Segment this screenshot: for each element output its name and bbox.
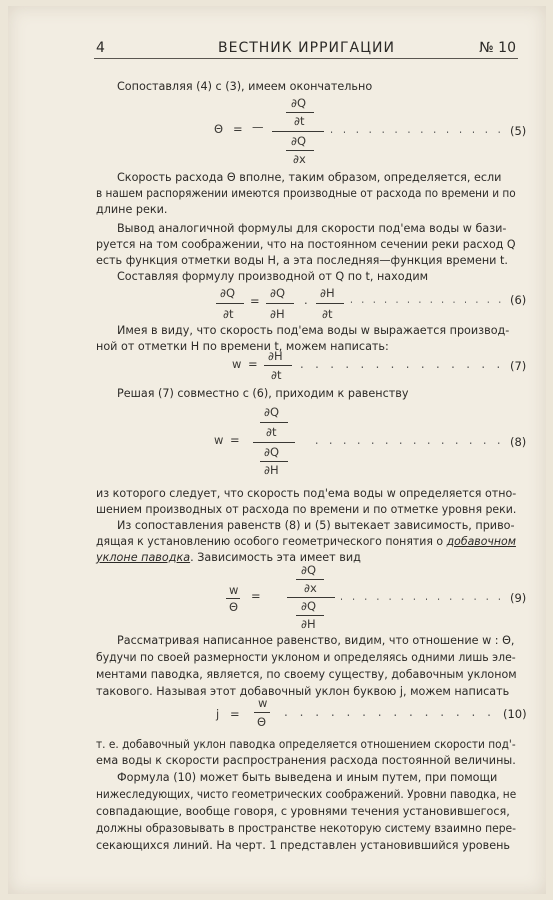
text-line: Рассматривая написанное равенство, видим, что отношение w : Θ,	[117, 634, 515, 647]
eq9-w: w	[229, 583, 239, 597]
eq7-dH: ∂H	[268, 349, 283, 363]
text-line: Имея в виду, что скорость под'ема воды w выражается производ-	[117, 324, 510, 337]
running-header	[96, 38, 516, 58]
eq5-dQ-bottom: ∂Q	[291, 134, 306, 148]
eq6-dQ-left: ∂Q	[220, 286, 235, 300]
eq6-number: (6)	[510, 293, 527, 307]
eq10-w: w	[258, 696, 268, 710]
eq8-main-bar	[253, 442, 295, 443]
eq6-dt-right: ∂t	[322, 307, 333, 321]
eq9-inner-bar-2	[296, 615, 324, 616]
text-line: ема воды к скорости распространения расхода постоянной величины.	[96, 754, 516, 767]
eq7-w: w	[232, 357, 242, 371]
text-line: в нашем распоряжении имеются производные от расхода по времени и по	[96, 187, 516, 200]
eq5-inner-bar-1	[286, 112, 314, 113]
text-line: есть функция отметки воды H, а эта последняя—функция времени t.	[96, 254, 508, 267]
text-line	[96, 535, 516, 548]
eq10-leader-dots: . . . . . . . . . . . . . .	[284, 705, 495, 719]
text-line: нижеследующих, чисто геометрических соображений. Уровни паводка, не	[96, 788, 517, 801]
eq9-dx: ∂x	[304, 581, 317, 595]
text-line: совпадающие, вообще говоря, с уровнями течения установившегося,	[96, 805, 510, 818]
text-line: Скорость расхода Θ вполне, таким образом, определяется, если	[117, 171, 502, 184]
eq9-theta: Θ	[229, 600, 239, 614]
eq7-leader-dots: . . . . . . . . . . . . . .	[300, 357, 505, 371]
term-emphasis: добавочном	[446, 535, 516, 548]
text-line: должны образовывать в пространстве некоторую систему взаимно пере-	[96, 822, 517, 835]
text-line: такового. Называя этот добавочный уклон буквою j, можем написать	[96, 685, 510, 698]
eq10-number: (10)	[503, 707, 527, 721]
eq9-dQ-top: ∂Q	[301, 563, 316, 577]
eq9-leader-dots: . . . . . . . . . . . . . .	[340, 589, 504, 603]
eq9-dQ-bottom: ∂Q	[301, 599, 316, 613]
eq8-w: w	[214, 433, 224, 447]
eq5-dt: ∂t	[294, 114, 305, 128]
text-line: т. е. добавочный уклон паводка определяется отношением скорости под'-	[96, 738, 516, 751]
term-emphasis: уклоне паводка	[96, 551, 191, 564]
eq8-leader-dots: . . . . . . . . . . . . . .	[315, 433, 505, 447]
text-line: длине реки.	[96, 203, 168, 216]
eq6-dt-left: ∂t	[223, 307, 234, 321]
eq10-bar	[254, 712, 270, 713]
text-line: секающихся линий. На черт. 1 представлен установившийся уровень	[96, 839, 511, 852]
eq7-equals: =	[248, 357, 258, 371]
eq7-bar	[264, 365, 292, 366]
text-line: ментами паводка, является, по своему существу, добавочным уклоном	[96, 668, 517, 681]
text-fragment: дящая к установлению особого геометрического понятия о	[96, 535, 447, 548]
text-line: Из сопоставления равенств (8) и (5) вытекает зависимость, приво-	[117, 519, 515, 532]
eq5-number: (5)	[510, 124, 527, 138]
eq5-leader-dots: . . . . . . . . . . . . . .	[330, 122, 505, 136]
text-line: Вывод аналогичной формулы для скорости под'ема воды w бази-	[117, 222, 507, 235]
eq8-dt: ∂t	[266, 425, 277, 439]
eq9-equals: =	[251, 589, 261, 603]
eq9-dH: ∂H	[301, 617, 316, 631]
eq6-leader-dots: . . . . . . . . . . . . . .	[350, 292, 505, 306]
text-line: из которого следует, что скорость под'ема воды w определяется отно-	[96, 487, 517, 500]
eq7-number: (7)	[510, 359, 527, 373]
eq8-dH: ∂H	[264, 463, 279, 477]
eq6-bar-2	[266, 303, 294, 304]
issue-number: № 10	[479, 40, 516, 56]
eq5-dx: ∂x	[293, 152, 306, 166]
eq8-number: (8)	[510, 435, 527, 449]
text-line: шением производных от расхода по времени и по отметке уровня реки.	[96, 503, 517, 516]
eq9-wtheta-bar	[226, 598, 240, 599]
eq6-equals: =	[250, 294, 260, 308]
eq6-dot: .	[304, 293, 308, 307]
eq5-equals: =	[233, 122, 243, 136]
text-fragment: . Зависимость эта имеет вид	[190, 551, 361, 564]
text-line	[96, 551, 361, 564]
text-line: Решая (7) совместно с (6), приходим к равенству	[117, 387, 409, 400]
eq6-dQ-mid: ∂Q	[270, 286, 285, 300]
eq5-main-bar	[272, 131, 324, 132]
eq5-inner-bar-2	[286, 150, 314, 151]
header-rule	[94, 58, 518, 59]
eq5-minus: —	[252, 120, 264, 134]
text-line: руется на том соображении, что на постоянном сечении реки расход Q	[96, 238, 516, 251]
eq5-theta: Θ	[214, 122, 224, 136]
eq10-j: j	[216, 707, 220, 721]
text-line: Составляя формулу производной от Q по t, находим	[117, 270, 429, 283]
text-line: будучи по своей размерности уклоном и определяясь одними лишь эле-	[96, 651, 516, 664]
eq9-main-bar	[287, 597, 335, 598]
text-line: Формула (10) может быть выведена и иным путем, при помощи	[117, 771, 498, 784]
eq8-inner-bar-2	[260, 461, 288, 462]
eq10-theta: Θ	[257, 715, 267, 729]
text-line: ной от отметки H по времени t, можем написать:	[96, 340, 389, 353]
eq8-equals: =	[230, 433, 240, 447]
text-line: Сопоставляя (4) с (3), имеем окончательно	[117, 80, 373, 93]
eq9-number: (9)	[510, 591, 527, 605]
eq10-equals: =	[230, 707, 240, 721]
journal-title: ВЕСТНИК ИРРИГАЦИИ	[218, 40, 395, 56]
page-number: 4	[96, 40, 105, 56]
eq8-inner-bar-1	[260, 422, 288, 423]
eq7-dt: ∂t	[271, 368, 282, 382]
eq5-dQ-top: ∂Q	[291, 96, 306, 110]
eq8-dQ-top: ∂Q	[264, 405, 279, 419]
eq8-dQ-bottom: ∂Q	[264, 445, 279, 459]
eq6-dH-mid: ∂H	[270, 307, 285, 321]
eq6-dH-right: ∂H	[320, 286, 335, 300]
eq6-bar-1	[216, 303, 244, 304]
eq6-bar-3	[316, 303, 344, 304]
eq9-inner-bar-1	[296, 579, 324, 580]
